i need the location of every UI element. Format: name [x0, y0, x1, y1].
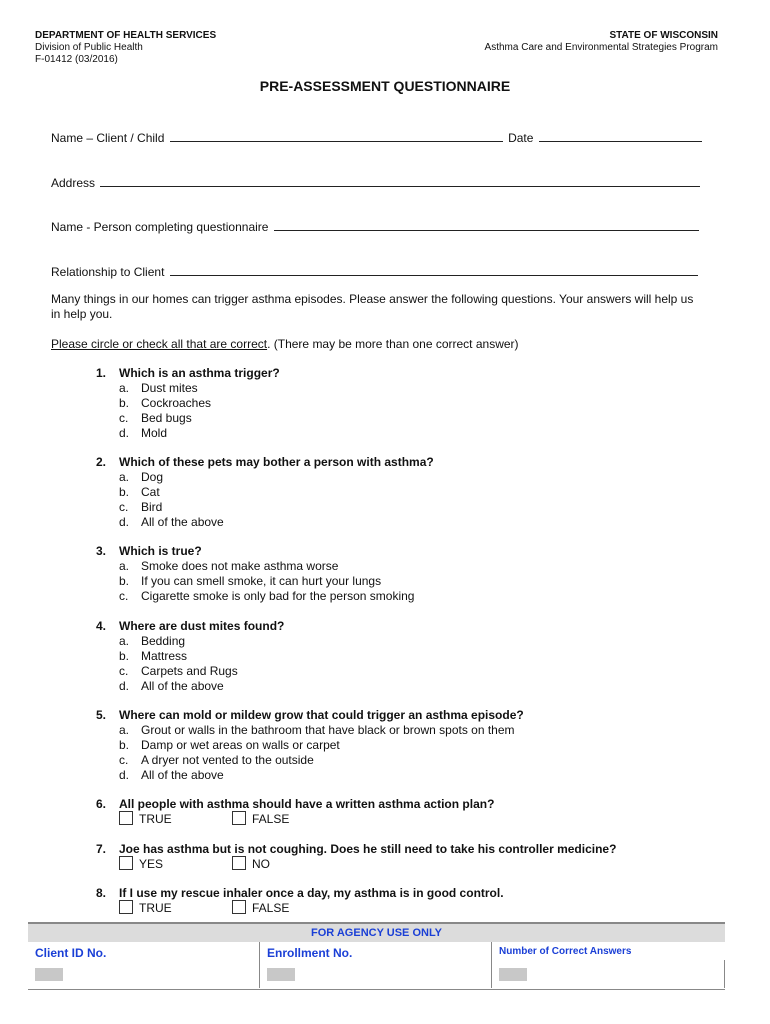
checkbox-option[interactable]: [119, 811, 172, 827]
option-text: Bird: [141, 499, 163, 514]
checkbox-label: YES: [139, 857, 164, 871]
option-text: Cigarette smoke is only bad for the person smoking: [141, 588, 415, 603]
completer-name-field: [51, 218, 699, 234]
question-text: Where can mold or mildew grow that could trigger an asthma episode?: [119, 708, 524, 722]
answer-option[interactable]: [119, 396, 211, 411]
agency-use-box: [28, 922, 725, 990]
address-label: Address: [51, 176, 96, 190]
state-name: STATE OF WISCONSIN: [609, 30, 718, 41]
intro-paragraph: Many things in our homes can trigger asthma episodes. Please answer the following questions. Your answers will help us in help you.: [51, 292, 694, 321]
option-letter: a.: [119, 381, 130, 395]
option-letter: b.: [119, 648, 130, 663]
option-text: Cockroaches: [141, 395, 212, 410]
question-number: 4.: [96, 619, 107, 633]
option-text: Cat: [141, 484, 160, 499]
checkbox[interactable]: [232, 856, 246, 870]
client-id-input[interactable]: [35, 968, 63, 981]
option-letter: d.: [119, 514, 130, 529]
enrollment-label: Enrollment No.: [267, 946, 353, 960]
checkbox-label: TRUE: [139, 812, 172, 826]
question-text: All people with asthma should have a written asthma action plan?: [119, 797, 495, 811]
checkbox[interactable]: [119, 856, 133, 870]
option-letter: c.: [119, 499, 129, 514]
answer-option[interactable]: [119, 485, 160, 500]
option-letter: b.: [119, 573, 130, 588]
answer-option[interactable]: [119, 515, 224, 530]
checkbox[interactable]: [119, 811, 133, 825]
option-letter: b.: [119, 737, 130, 752]
option-letter: c.: [119, 588, 129, 603]
address-line[interactable]: [100, 174, 700, 187]
client-name-line[interactable]: [170, 129, 503, 142]
correct-answers-input[interactable]: [499, 968, 527, 981]
option-text: Bed bugs: [141, 410, 192, 425]
instruction-rest: . (There may be more than one correct answer): [267, 337, 519, 351]
option-letter: a.: [119, 470, 130, 484]
answer-option[interactable]: [119, 426, 167, 441]
client-name-label: Name – Client / Child: [51, 131, 165, 145]
checkbox-option[interactable]: [232, 856, 270, 872]
option-text: Dog: [141, 470, 164, 484]
completer-name-line[interactable]: [274, 218, 699, 231]
answer-option[interactable]: [119, 589, 414, 604]
answer-option[interactable]: [119, 753, 314, 768]
checkbox-option[interactable]: [232, 900, 289, 916]
answer-option[interactable]: [119, 723, 515, 738]
agency-divider-2: [491, 942, 492, 988]
option-text: Grout or walls in the bathroom that have black or brown spots on them: [141, 723, 515, 737]
option-text: Smoke does not make asthma worse: [141, 559, 339, 573]
question-text: Which of these pets may bother a person with asthma?: [119, 455, 434, 469]
question-text: If I use my rescue inhaler once a day, my asthma is in good control.: [119, 886, 504, 900]
answer-option[interactable]: [119, 679, 224, 694]
answer-option[interactable]: [119, 470, 163, 485]
division-name: Division of Public Health: [35, 42, 143, 53]
option-letter: a.: [119, 634, 130, 648]
option-letter: d.: [119, 767, 130, 782]
question-number: 8.: [96, 886, 107, 900]
agency-divider-3: [724, 960, 725, 988]
option-letter: b.: [119, 395, 130, 410]
checkbox-label: FALSE: [252, 812, 290, 826]
answer-option[interactable]: [119, 500, 162, 515]
question-number: 2.: [96, 455, 107, 469]
address-field: [51, 174, 700, 190]
answer-option[interactable]: [119, 768, 224, 783]
relationship-field: [51, 263, 698, 279]
relationship-line[interactable]: [170, 263, 698, 276]
question-number: 6.: [96, 797, 107, 811]
question-number: 7.: [96, 842, 107, 856]
option-text: Bedding: [141, 634, 186, 648]
question-text: Which is an asthma trigger?: [119, 366, 280, 380]
answer-option[interactable]: [119, 649, 187, 664]
question-text: Where are dust mites found?: [119, 619, 285, 633]
answer-option[interactable]: [119, 664, 238, 679]
relationship-label: Relationship to Client: [51, 265, 165, 279]
instruction: [51, 337, 519, 351]
option-text: All of the above: [141, 767, 224, 782]
option-text: All of the above: [141, 678, 224, 693]
client-name-field: [51, 129, 702, 145]
agency-title: FOR AGENCY USE ONLY: [310, 927, 442, 939]
correct-answers-label: Number of Correct Answers: [499, 946, 632, 957]
option-letter: c.: [119, 410, 129, 425]
checkbox[interactable]: [119, 900, 133, 914]
checkbox-label: NO: [252, 857, 270, 871]
option-text: All of the above: [141, 514, 224, 529]
form-number: F-01412 (03/2016): [35, 54, 118, 65]
answer-option[interactable]: [119, 738, 340, 753]
checkbox-option[interactable]: [119, 856, 163, 872]
checkbox-option[interactable]: [119, 900, 172, 916]
option-letter: b.: [119, 484, 130, 499]
answer-option[interactable]: [119, 634, 185, 649]
enrollment-input[interactable]: [267, 968, 295, 981]
agency-divider-1: [259, 942, 260, 988]
checkbox[interactable]: [232, 811, 246, 825]
question-text: Which is true?: [119, 544, 202, 558]
option-text: Mold: [141, 425, 168, 440]
answer-option[interactable]: [119, 381, 198, 396]
option-text: Carpets and Rugs: [141, 663, 238, 678]
option-text: Mattress: [141, 648, 188, 663]
option-letter: a.: [119, 559, 130, 573]
question-number: 3.: [96, 544, 107, 558]
answer-option[interactable]: [119, 411, 192, 426]
option-text: Damp or wet areas on walls or carpet: [141, 737, 340, 752]
question-number: 1.: [96, 366, 107, 380]
question-number: 5.: [96, 708, 107, 722]
option-text: Dust mites: [141, 381, 198, 395]
option-letter: a.: [119, 723, 130, 737]
answer-option[interactable]: [119, 574, 381, 589]
option-letter: d.: [119, 678, 130, 693]
checkbox-label: FALSE: [252, 901, 290, 915]
program-name: Asthma Care and Environmental Strategies Program: [484, 42, 718, 53]
instruction-underlined: Please circle or check all that are correct: [51, 337, 268, 351]
completer-name-label: Name - Person completing questionnaire: [51, 220, 269, 234]
checkbox-option[interactable]: [232, 811, 289, 827]
page-title: PRE-ASSESSMENT QUESTIONNAIRE: [259, 78, 511, 94]
answer-option[interactable]: [119, 559, 338, 574]
option-letter: c.: [119, 663, 129, 678]
checkbox-label: TRUE: [139, 901, 172, 915]
department-name: DEPARTMENT OF HEALTH SERVICES: [35, 30, 217, 41]
client-id-label: Client ID No.: [35, 946, 107, 960]
option-letter: d.: [119, 425, 130, 440]
option-text: If you can smell smoke, it can hurt your lungs: [141, 573, 382, 588]
date-line[interactable]: [539, 129, 702, 142]
option-letter: c.: [119, 752, 129, 767]
option-text: A dryer not vented to the outside: [141, 752, 314, 767]
question-text: Joe has asthma but is not coughing. Does he still need to take his controller medicine?: [119, 842, 617, 856]
checkbox[interactable]: [232, 900, 246, 914]
date-label: Date: [508, 131, 534, 145]
